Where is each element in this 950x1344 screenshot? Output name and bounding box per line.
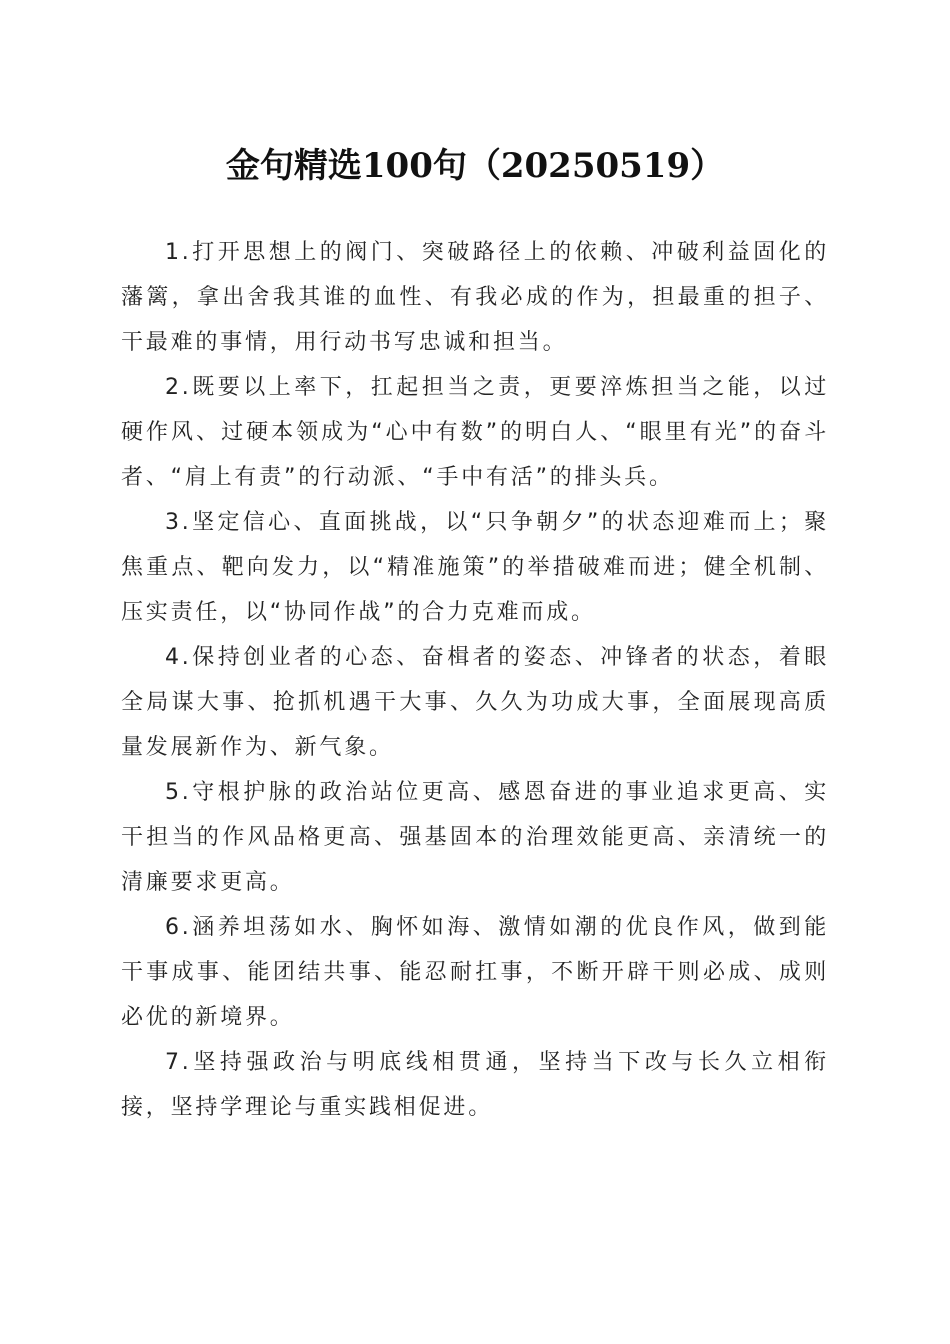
document-title: 金句精选100句（20250519）: [225, 146, 725, 186]
paragraph-1: 1.打开思想上的阀门、突破路径上的依赖、冲破利益固化的藩篱，拿出舍我其谁的血性、有我必成的作为，担最重的担子、干最难的事情，用行动书写忠诚和担当。: [121, 240, 829, 355]
paragraph-6: 6.涵养坦荡如水、胸怀如海、激情如潮的优良作风，做到能干事成事、能团结共事、能忍耐扛事，不断开辟干则必成、成则必优的新境界。: [121, 915, 829, 1030]
paragraph-5: 5.守根护脉的政治站位更高、感恩奋进的事业追求更高、实干担当的作风品格更高、强基固本的治理效能更高、亲清统一的清廉要求更高。: [121, 780, 829, 895]
paragraph-4: 4.保持创业者的心态、奋楫者的姿态、冲锋者的状态，着眼全局谋大事、抢抓机遇干大事、久久为功成大事，全面展现高质量发展新作为、新气象。: [121, 645, 829, 760]
paragraph-7: 7.坚持强政治与明底线相贯通，坚持当下改与长久立相衔接，坚持学理论与重实践相促进。: [121, 1050, 829, 1120]
paragraph-2: 2.既要以上率下，扛起担当之责，更要淬炼担当之能，以过硬作风、过硬本领成为“心中有数”的明白人、“眼里有光”的奋斗者、“肩上有责”的行动派、“手中有活”的排头兵。: [121, 375, 829, 490]
document-body: [121, 230, 829, 1130]
paragraph-3: 3.坚定信心、直面挑战，以“只争朝夕”的状态迎难而上；聚焦重点、靶向发力，以“精准施策”的举措破难而进；健全机制、压实责任，以“协同作战”的合力克难而成。: [121, 510, 829, 625]
